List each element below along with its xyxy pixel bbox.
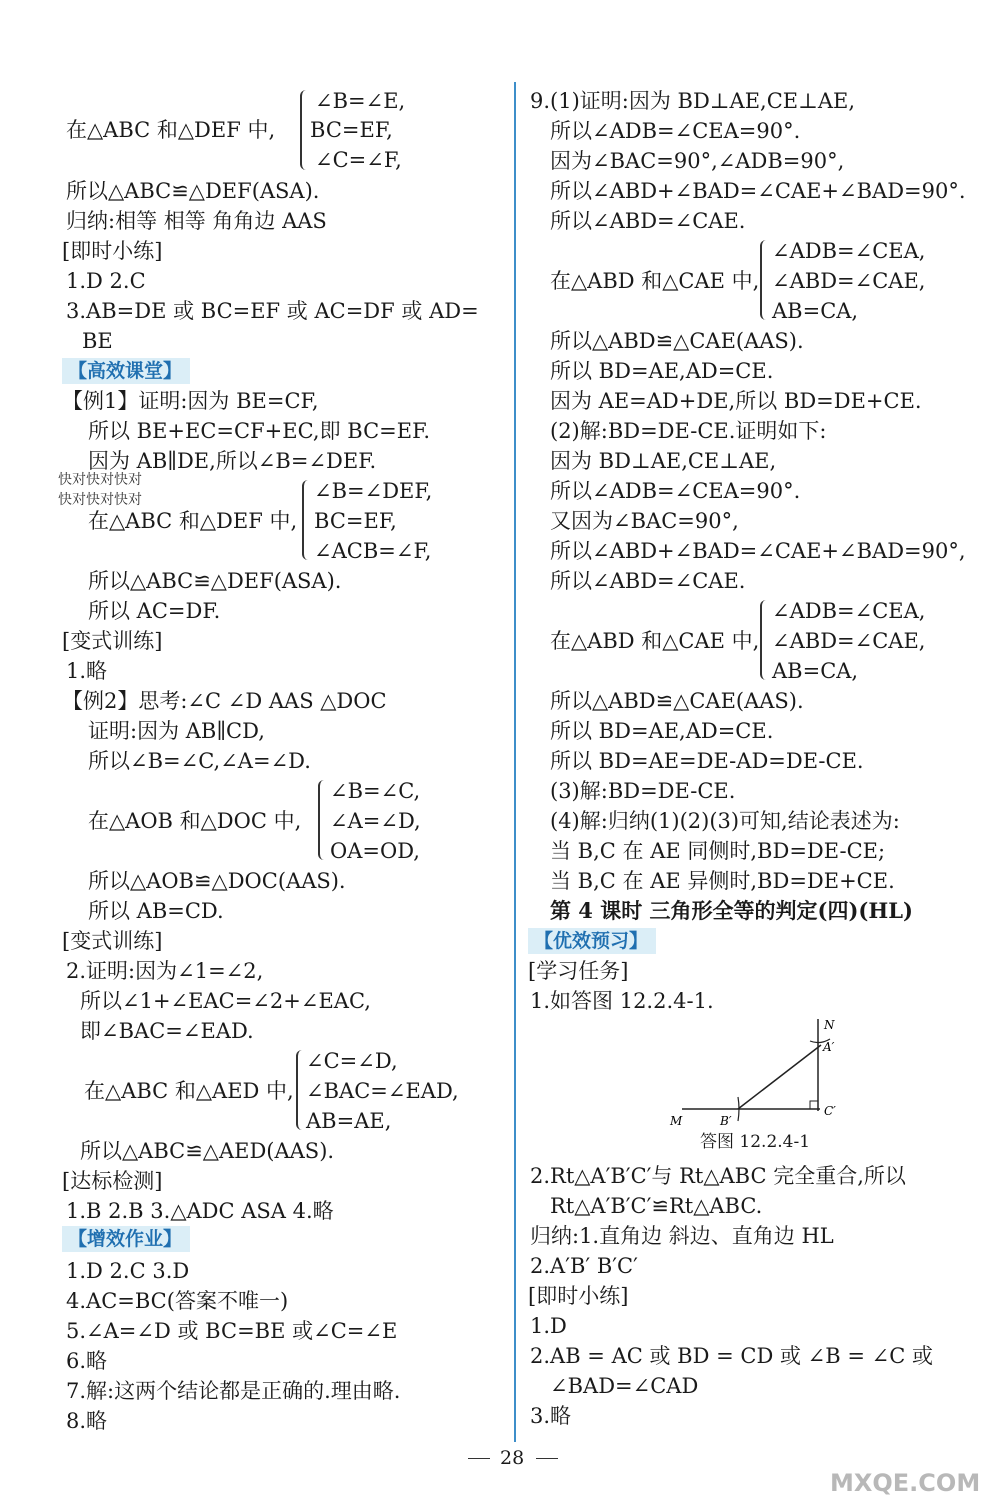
text-line: 归纳:相等 相等 角角边 AAS [66, 209, 327, 233]
example-line: 【例2】思考:∠C ∠D AAS △DOC [62, 689, 387, 713]
text-line: 所以 AC=DF. [88, 599, 221, 623]
text-line: 因为 BD⊥AE,CE⊥AE, [550, 449, 777, 473]
brace [302, 480, 314, 560]
brace-line: ∠ABD=∠CAE, [772, 629, 926, 653]
page-number: 28 [500, 1447, 525, 1469]
text-line: 所以∠ABD=∠CAE. [550, 569, 746, 593]
text-line: 又因为∠BAC=90°, [550, 509, 739, 533]
figure-caption: 答图 12.2.4-1 [700, 1132, 811, 1152]
brace-line: ∠B=∠DEF, [314, 479, 433, 503]
section-header-zengxiao: 【增效作业】 [62, 1226, 190, 1252]
brace-line: ∠C=∠D, [306, 1049, 398, 1073]
brace-line: ∠ACB=∠F, [314, 539, 432, 563]
label-m: M [670, 1114, 683, 1128]
answer-line: 5.∠A=∠D 或 BC=BE 或∠C=∠E [66, 1319, 398, 1343]
footer-dash [468, 1458, 490, 1459]
text-line: 所以△ABC≌△DEF(ASA). [66, 179, 320, 203]
answer-line: 2.Rt△A′B′C′与 Rt△ABC 完全重合,所以 [530, 1164, 906, 1188]
text-line: 归纳:1.直角边 斜边、直角边 HL [530, 1224, 834, 1248]
text-line: (3)解:BD=DE-CE. [550, 779, 736, 803]
brace [300, 90, 312, 170]
text-line: 因为 AE=AD+DE,所以 BD=DE+CE. [550, 389, 922, 413]
answer-line: BE [82, 329, 113, 353]
text-line: 所以 BD=AE=DE-AD=DE-CE. [550, 749, 864, 773]
text-line: (2)解:BD=DE-CE.证明如下: [550, 419, 827, 443]
lesson-title: 第 4 课时 三角形全等的判定(四)(HL) [550, 898, 913, 923]
answer-line: 2.证明:因为∠1=∠2, [66, 959, 264, 983]
text-line: ∠BAD=∠CAD [550, 1374, 699, 1398]
side-note: 快对快对快对 [58, 472, 142, 488]
text-line: (4)解:归纳(1)(2)(3)可知,结论表述为: [550, 809, 900, 833]
brace-line: BC=EF, [310, 118, 393, 142]
text-line: 2.A′B′ B′C′ [530, 1254, 638, 1278]
brace-line: ∠ABD=∠CAE, [772, 269, 926, 293]
text-line: 所以∠ABD+∠BAD=∠CAE+∠BAD=90°. [550, 179, 966, 203]
brace-line: ∠ADB=∠CEA, [772, 239, 926, 263]
answer-line: 8.略 [66, 1409, 108, 1433]
answer-line: 6.略 [66, 1349, 108, 1373]
brace-line: AB=AE, [306, 1109, 392, 1133]
text-line: 所以∠1+∠EAC=∠2+∠EAC, [80, 989, 371, 1013]
brace-line: ∠C=∠F, [315, 148, 402, 172]
section-header-youxiao: 【优效预习】 [528, 928, 656, 954]
brace-line: ∠B=∠E, [315, 89, 406, 113]
text-line: 即∠BAC=∠EAD. [80, 1019, 254, 1043]
text-line: 所以∠ABD+∠BAD=∠CAE+∠BAD=90°, [550, 539, 966, 563]
text-line: 所以△ABD≌△CAE(AAS). [550, 329, 804, 353]
text-line: 所以 BD=AE,AD=CE. [550, 719, 774, 743]
watermark: MXQE.COM [830, 1469, 981, 1497]
text-line: 所以∠B=∠C,∠A=∠D. [88, 749, 311, 773]
example-line: 【例1】证明:因为 BE=CF, [62, 389, 319, 413]
answer-line: 7.解:这两个结论都是正确的.理由略. [66, 1379, 401, 1403]
brace [760, 240, 772, 320]
brace-line: AB=CA, [772, 659, 859, 683]
brace-line: OA=OD, [330, 839, 420, 863]
answer-line: 1.D 2.C 3.D [66, 1259, 190, 1283]
label-c: C′ [824, 1104, 836, 1118]
text-line: 在△ABD 和△CAE 中, [550, 269, 760, 293]
text-line: 因为∠BAC=90°,∠ADB=90°, [550, 149, 845, 173]
answer-line: 1.D 2.C [66, 269, 146, 293]
side-note: 快对快对快对 [58, 492, 142, 508]
text-line: 因为 AB∥DE,所以∠B=∠DEF. [88, 449, 377, 473]
text-line: 所以 AB=CD. [88, 899, 224, 923]
text-line: 在△ABC 和△DEF 中, [88, 509, 298, 533]
text-line: 所以△ABD≌△CAE(AAS). [550, 689, 804, 713]
answer-line: 1.略 [66, 659, 108, 683]
label-b: B′ [720, 1114, 732, 1128]
text-line: 在△ABC 和△AED 中, [84, 1079, 294, 1103]
label-n: N [824, 1018, 835, 1032]
text-line: 所以△ABC≌△DEF(ASA). [88, 569, 342, 593]
section-header-gaoxiao: 【高效课堂】 [62, 358, 190, 384]
text-line: 所以∠ADB=∠CEA=90°. [550, 479, 801, 503]
brace-line: ∠A=∠D, [330, 809, 421, 833]
text-line: 在△ABD 和△CAE 中, [550, 629, 760, 653]
brace [296, 1050, 308, 1130]
text-line: 证明:因为 AB∥CD, [88, 719, 265, 743]
brace-line: ∠BAC=∠EAD, [306, 1079, 459, 1103]
column-divider [514, 82, 516, 1442]
answer-line: 4.AC=BC(答案不唯一) [66, 1289, 289, 1313]
text-line: 当 B,C 在 AE 同侧时,BD=DE-CE; [550, 839, 886, 863]
brace-line: ∠B=∠C, [330, 779, 421, 803]
label-a: A′ [823, 1040, 835, 1054]
text-line: 所以 BD=AE,AD=CE. [550, 359, 774, 383]
text-line: 所以 BE+EC=CF+EC,即 BC=EF. [88, 419, 431, 443]
subheading: [达标检测] [62, 1169, 163, 1193]
answer-line: 3.略 [530, 1404, 572, 1428]
subheading: [学习任务] [528, 959, 629, 983]
answer-line: 2.AB = AC 或 BD = CD 或 ∠B = ∠C 或 [530, 1344, 933, 1368]
text-line: 所以∠ADB=∠CEA=90°. [550, 119, 801, 143]
text-line: 所以∠ABD=∠CAE. [550, 209, 746, 233]
figure [660, 1015, 850, 1155]
subheading: [即时小练] [528, 1284, 629, 1308]
brace-line: BC=EF, [314, 509, 397, 533]
brace-line: AB=CA, [772, 299, 859, 323]
answer-line: 1.如答图 12.2.4-1. [530, 989, 714, 1013]
text-line: 所以△AOB≌△DOC(AAS). [88, 869, 346, 893]
answer-line: 1.B 2.B 3.△ADC ASA 4.略 [66, 1199, 334, 1223]
subheading: [变式训练] [62, 629, 163, 653]
subheading: [变式训练] [62, 929, 163, 953]
text-line: 在△ABC 和△DEF 中, [66, 118, 276, 142]
text-line: 所以△ABC≌△AED(AAS). [80, 1139, 335, 1163]
brace-line: ∠ADB=∠CEA, [772, 599, 926, 623]
answer-line: 1.D [530, 1314, 567, 1338]
text-line: 在△AOB 和△DOC 中, [88, 809, 302, 833]
text-line: 当 B,C 在 AE 异侧时,BD=DE+CE. [550, 869, 895, 893]
text-line: Rt△A′B′C′≌Rt△ABC. [550, 1194, 763, 1218]
brace [318, 780, 330, 860]
brace [760, 600, 772, 680]
footer-dash [536, 1458, 558, 1459]
answer-line: 9.(1)证明:因为 BD⊥AE,CE⊥AE, [530, 89, 856, 113]
answer-line: 3.AB=DE 或 BC=EF 或 AC=DF 或 AD= [66, 299, 479, 323]
subheading: [即时小练] [62, 239, 163, 263]
